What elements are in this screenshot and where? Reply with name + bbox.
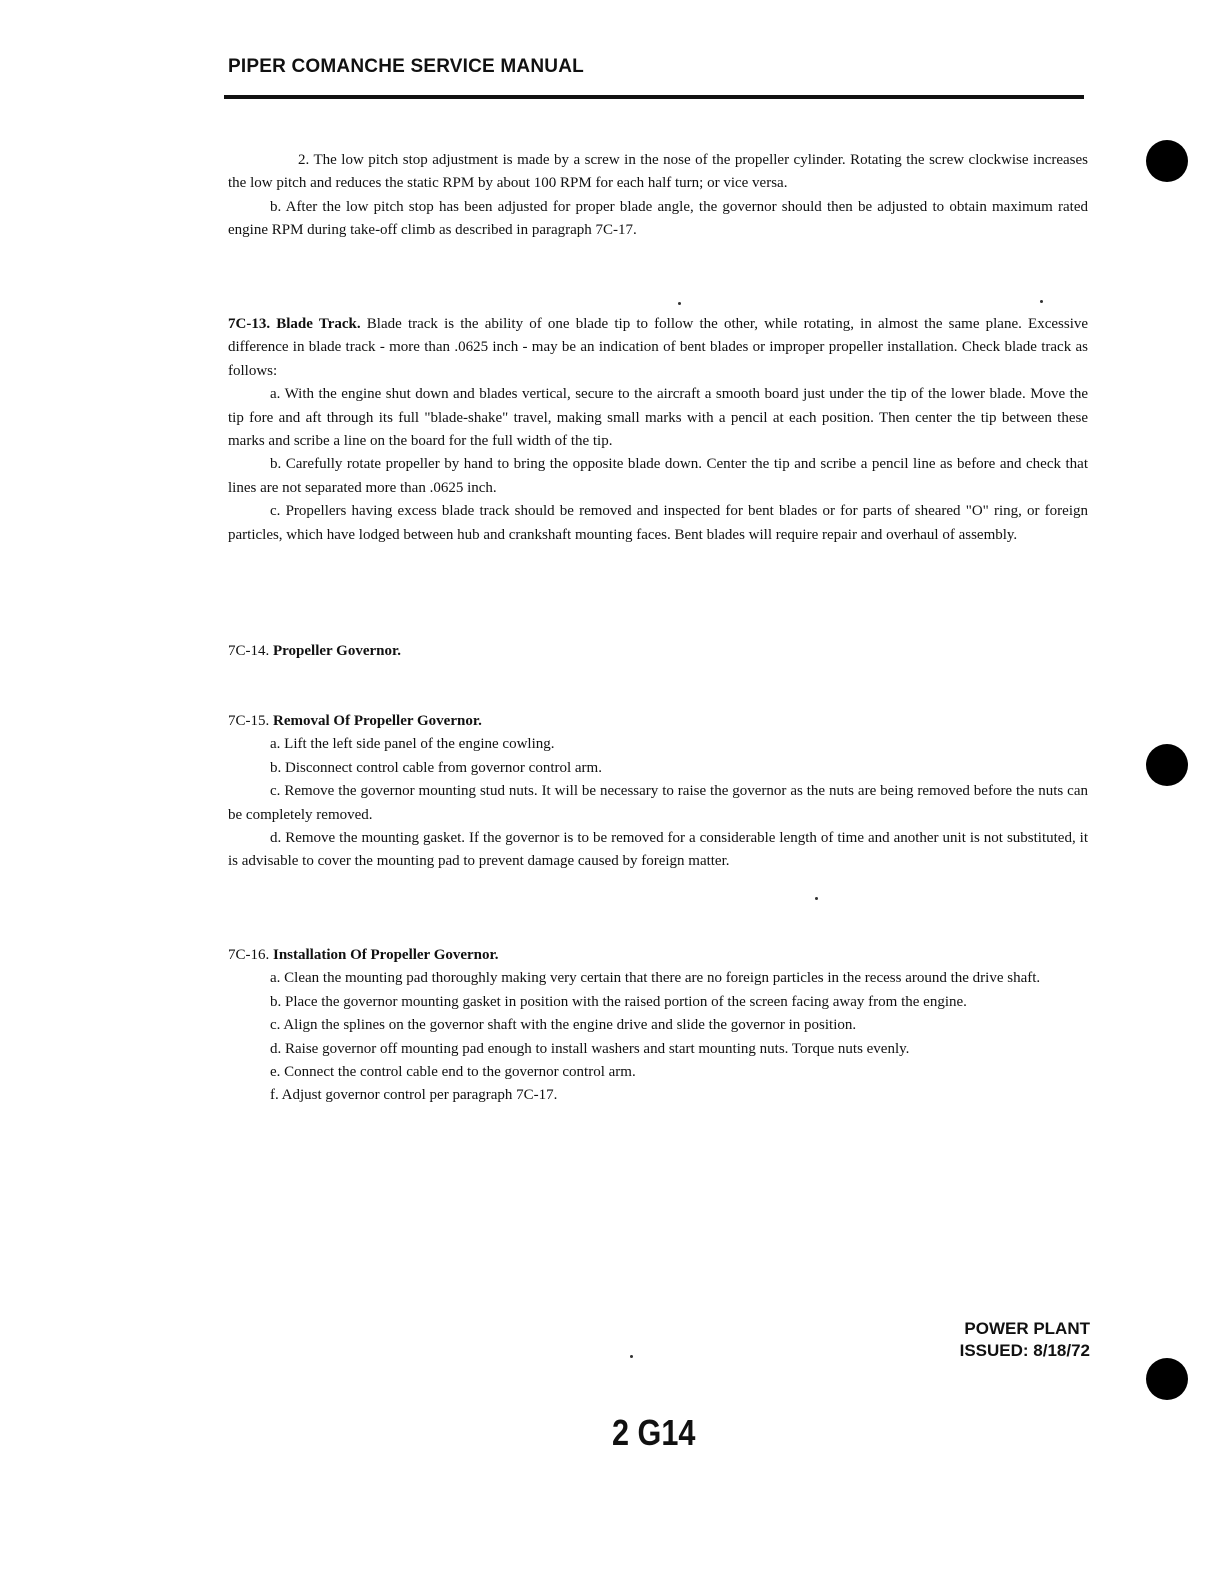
section-7c-13 (228, 313, 1088, 547)
section-title: Propeller Governor. (273, 643, 402, 659)
section-number: 7C-13. (228, 316, 271, 332)
section-title: Removal Of Propeller Governor. (273, 713, 482, 729)
list-item: c. Align the splines on the governor shaft with the engine drive and slide the governor in position. (270, 1017, 857, 1034)
section-heading (228, 640, 1088, 663)
section-number: 7C-16. (228, 947, 270, 963)
section-7c-15 (228, 710, 1088, 874)
list-item: c. Propellers having excess blade track should be removed and inspected for bent blades or for parts of sheared "O" ring, or foreign particles, which have lodged between hub and crankshaft mounting faces. Bent blades will require repair and overhaul of assembly. (228, 503, 1088, 543)
list-item: c. Remove the governor mounting stud nuts. It will be necessary to raise the governor as the nuts are being removed before the nuts can be completely removed. (228, 783, 1088, 823)
punch-hole-top (1146, 140, 1188, 182)
list-item: a. Lift the left side panel of the engine cowling. (270, 736, 555, 753)
section-number: 7C-15. (228, 713, 270, 729)
header-rule (224, 95, 1084, 99)
low-pitch-stop-section (228, 149, 1088, 243)
scan-speck (1040, 300, 1043, 303)
punch-hole-bottom (1146, 1358, 1188, 1400)
section-heading (228, 710, 1088, 733)
scan-speck (678, 302, 681, 305)
section-7c-14 (228, 640, 1088, 663)
footer-issued-date: ISSUED: 8/18/72 (959, 1341, 1090, 1360)
section-title: Installation Of Propeller Governor. (273, 947, 499, 963)
section-7c-16 (228, 944, 1088, 1108)
page-number: 2 G14 (612, 1412, 696, 1453)
scan-speck (630, 1355, 633, 1358)
section-title: Blade Track. (276, 316, 361, 332)
blade-track-intro (228, 313, 1088, 383)
list-item: a. With the engine shut down and blades vertical, secure to the aircraft a smooth board just under the tip of the lower blade. Move the tip fore and aft through its full "blade-shake" travel, making small marks with a pencil at each position. Then center the tip between these marks and scribe a line on the board for the full width of the tip. (228, 386, 1088, 450)
scan-speck (815, 897, 818, 900)
list-item: a. Clean the mounting pad thoroughly making very certain that there are no foreign particles in the recess around the drive shaft. (270, 970, 1041, 987)
list-item: b. Carefully rotate propeller by hand to bring the opposite blade down. Center the tip and scribe a pencil line as before and check that lines are not separated more than .0625 inch. (228, 456, 1088, 496)
paragraph-low-pitch-adjustment: 2. The low pitch stop adjustment is made by a screw in the nose of the propeller cylinder. Rotating the screw clockwise increases the low pitch and reduces the static RPM by about 100 RPM for each half turn; or vice versa. (228, 152, 1088, 192)
section-number: 7C-14. (228, 643, 270, 659)
list-item: e. Connect the control cable end to the governor control arm. (270, 1064, 636, 1081)
section-intro-text: Blade track is the ability of one blade tip to follow the other, while rotating, in almost the same plane. Excessive difference in blade track - more than .0625 inch - may be an indication of bent blades or improper propeller installation. Check blade track as follows: (228, 316, 1089, 379)
list-item: b. Disconnect control cable from governor control arm. (270, 759, 602, 776)
section-heading (228, 944, 1088, 967)
list-item: d. Remove the mounting gasket. If the governor is to be removed for a considerable length of time and another unit is not substituted, it is advisable to cover the mounting pad to prevent damage caused by foreign matter. (228, 830, 1088, 870)
list-item: b. Place the governor mounting gasket in position with the raised portion of the screen facing away from the engine. (270, 993, 967, 1010)
footer-section-info (960, 1318, 1090, 1362)
paragraph-governor-adjustment: b. After the low pitch stop has been adjusted for proper blade angle, the governor should then be adjusted to obtain maximum rated engine RPM during take-off climb as described in paragraph 7C-17. (228, 198, 1088, 239)
manual-title: PIPER COMANCHE SERVICE MANUAL (228, 56, 584, 77)
punch-hole-middle (1146, 744, 1188, 786)
footer-section-name: POWER PLANT (964, 1319, 1090, 1338)
list-item: f. Adjust governor control per paragraph 7C-17. (270, 1087, 558, 1104)
list-item: d. Raise governor off mounting pad enough to install washers and start mounting nuts. Torque nuts evenly. (270, 1040, 910, 1057)
